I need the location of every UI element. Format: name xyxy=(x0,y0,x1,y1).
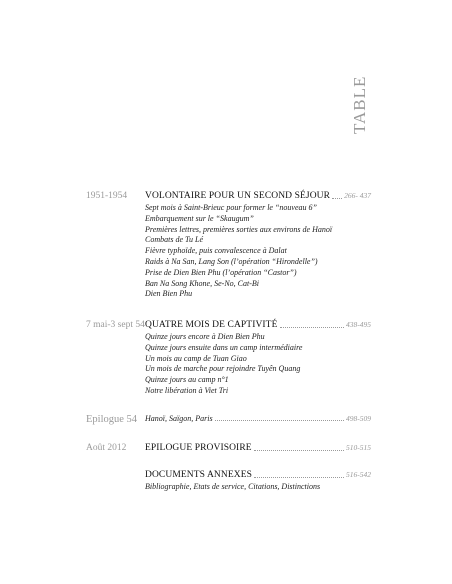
section-title: DOCUMENTS ANNEXES xyxy=(145,470,252,480)
list-item: Quinze jours au camp n°1 xyxy=(145,375,229,385)
list-item: Prise de Dien Bien Phu (l’opération “Castor”) xyxy=(145,267,297,277)
section-date: Août 2012 xyxy=(86,443,127,453)
list-item: Dien Bien Phu xyxy=(145,289,193,299)
list-item: Fièvre typhoïde, puis convalescence à Dalat xyxy=(145,246,287,256)
list-item: Raids à Na San, Lang Son (l’opération “Hirondelle”) xyxy=(145,256,318,266)
table-heading: TABLE xyxy=(350,75,369,134)
section-pages: 438-495 xyxy=(346,320,371,329)
list-item: Quinze jours encore à Dien Bien Phu xyxy=(145,332,265,341)
section-heading-row xyxy=(145,414,371,423)
list-item: Bibliographie, Etats de service, Citations, Distinctions xyxy=(145,482,321,491)
section-date: 7 mai-3 sept 54 xyxy=(86,320,145,330)
section-heading-row xyxy=(145,470,371,480)
list-item: Notre libération à Viet Tri xyxy=(145,385,229,395)
section-items xyxy=(145,332,371,397)
list-item: Quinze jours ensuite dans un camp intermédiaire xyxy=(145,342,303,352)
section-pages: 498-509 xyxy=(346,414,371,423)
section-pages: 516-542 xyxy=(346,470,371,479)
section-heading-row xyxy=(145,443,371,453)
section-date: Epilogue 54 xyxy=(86,414,138,425)
list-item: Sept mois à Saint-Brieuc pour former le “nouveau 6” xyxy=(145,203,317,212)
section-date: 1951-1954 xyxy=(86,191,128,201)
section-heading-row xyxy=(145,191,371,201)
dot-leader xyxy=(254,471,344,478)
dot-leader xyxy=(215,414,344,421)
dot-leader xyxy=(280,321,345,328)
list-item: Ban Na Song Khone, Se-No, Cat-Bi xyxy=(145,278,259,288)
list-item: Premières lettres, premières sorties aux environs de Hanoï xyxy=(145,224,333,234)
section-title: VOLONTAIRE POUR UN SECOND SÉJOUR xyxy=(145,191,331,201)
section-items xyxy=(145,482,371,493)
section-heading-row xyxy=(145,320,371,330)
section-pages: 510-515 xyxy=(346,443,371,452)
dot-leader xyxy=(332,192,342,199)
section-subtitle: Hanoï, Saïgon, Paris xyxy=(145,414,213,423)
list-item: Embarquement sur le “Skaugum” xyxy=(145,213,254,223)
list-item: Un mois au camp de Tuan Giao xyxy=(145,353,247,363)
section-title: QUATRE MOIS DE CAPTIVITÉ xyxy=(145,320,278,330)
section-title: EPILOGUE PROVISOIRE xyxy=(145,443,252,453)
dot-leader xyxy=(254,444,344,451)
list-item: Un mois de marche pour rejoindre Tuyên Quang xyxy=(145,364,301,374)
section-items xyxy=(145,203,371,300)
section-pages: 266- 437 xyxy=(344,191,371,200)
list-item: Combats de Tu Lé xyxy=(145,235,204,245)
